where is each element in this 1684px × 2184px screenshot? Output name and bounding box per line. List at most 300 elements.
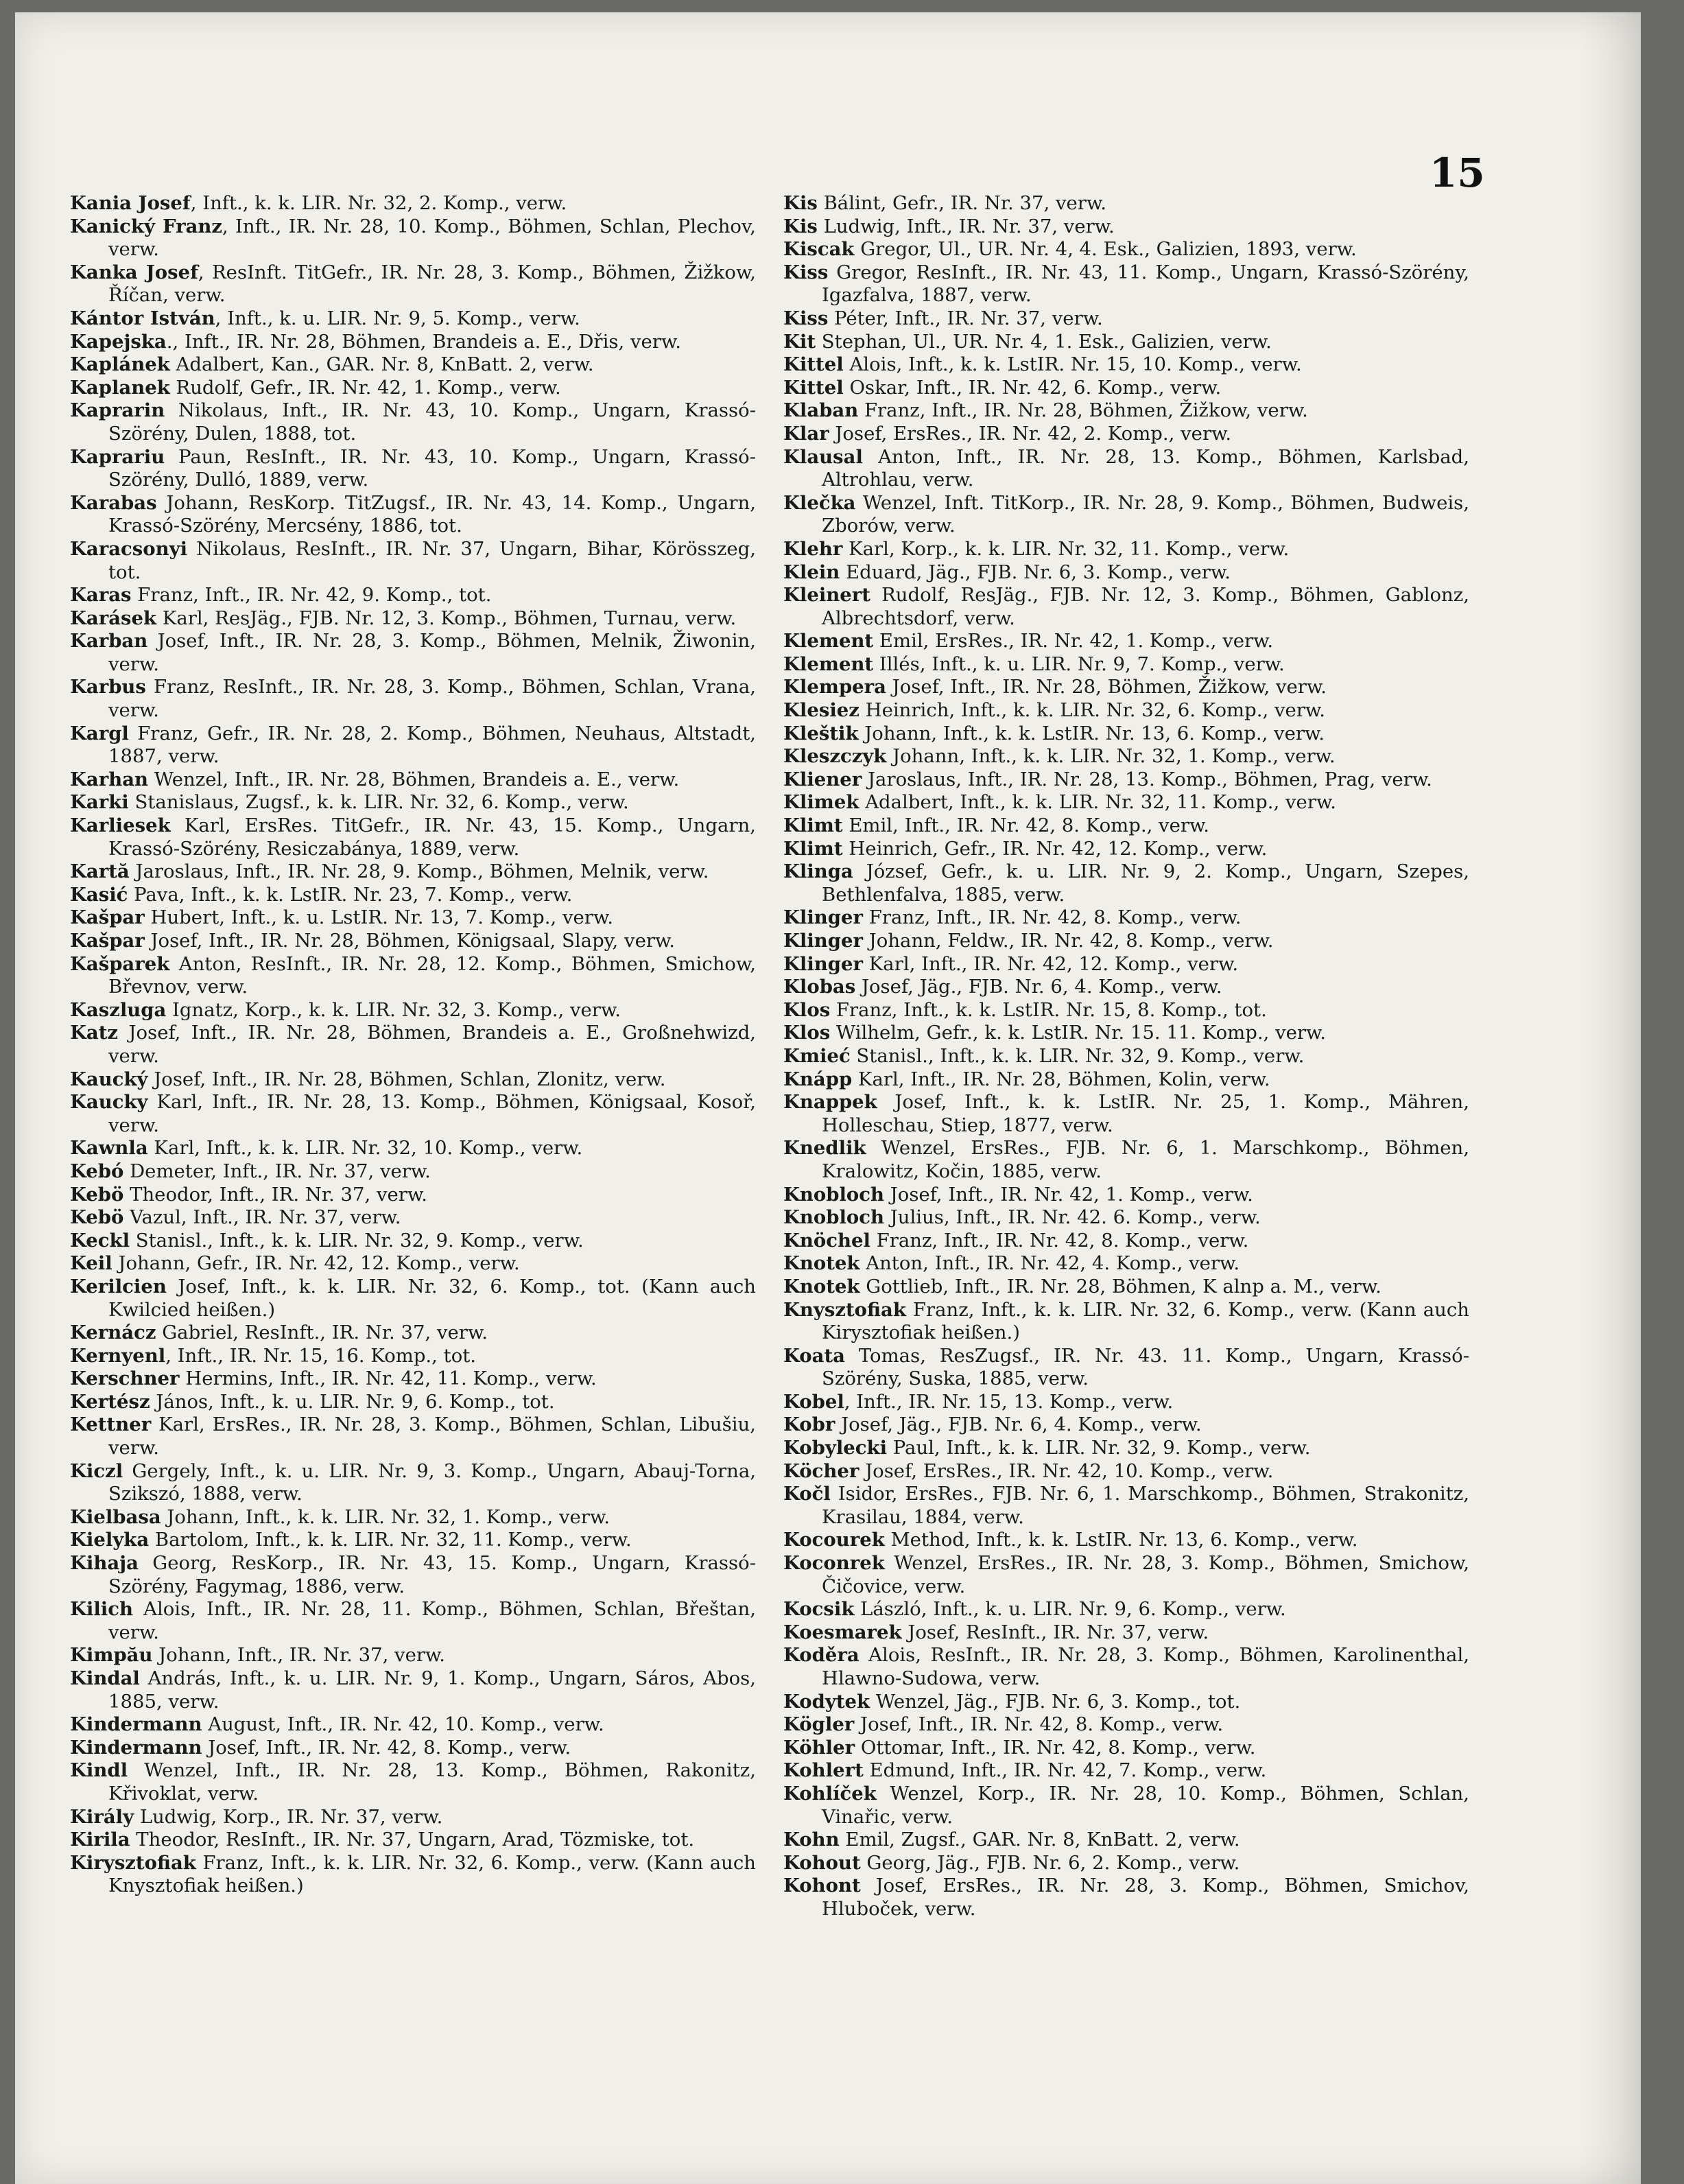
entry-details: Wenzel, Korp., IR. Nr. 28, 10. Komp., Böhmen, Schlan, Vinařic, verw. (822, 1782, 1469, 1828)
book-page (15, 12, 1641, 2184)
entry-surname: Kohout (783, 1851, 861, 1874)
entry-surname: Kaszluga (70, 998, 167, 1021)
entry-details: Bartolom, Inft., k. k. LIR. Nr. 32, 11. Komp., verw. (149, 1529, 632, 1551)
entry-surname: Kašparek (70, 952, 170, 975)
entry-details: Nikolaus, ResInft., IR. Nr. 37, Ungarn, Bihar, Körösszeg, tot. (108, 537, 756, 583)
casualty-entry (70, 676, 756, 722)
entry-details: József, Gefr., k. u. LIR. Nr. 9, 2. Komp., Ungarn, Szepes, Bethlenfalva, 1885, verw. (822, 860, 1469, 906)
page-number: 15 (1430, 150, 1485, 196)
entry-details: Emil, Zugsf., GAR. Nr. 8, KnBatt. 2, verw. (839, 1829, 1240, 1851)
entry-details: Paul, Inft., k. k. LIR. Nr. 32, 9. Komp., verw. (887, 1437, 1311, 1459)
entry-surname: Kohlert (783, 1759, 864, 1782)
casualty-entry (70, 1413, 756, 1459)
entry-details: Anton, ResInft., IR. Nr. 28, 12. Komp., Böhmen, Smichow, Břevnov, verw. (108, 952, 756, 998)
casualty-entry (783, 1621, 1469, 1645)
casualty-entry (70, 884, 756, 907)
casualty-entry (70, 353, 756, 377)
entry-surname: Klos (783, 998, 831, 1021)
casualty-entry (783, 745, 1469, 768)
casualty-entry (70, 492, 756, 538)
entry-surname: Kiss (783, 307, 829, 329)
casualty-entry (70, 307, 756, 331)
entry-surname: Kočl (783, 1483, 831, 1505)
entry-surname: Kebö (70, 1183, 124, 1206)
casualty-entry (783, 676, 1469, 699)
entry-surname: Kebö (70, 1206, 124, 1229)
casualty-entry (70, 377, 756, 400)
casualty-entry (783, 1206, 1469, 1230)
entry-details: Karl, Inft., k. k. LIR. Nr. 32, 10. Komp., verw. (147, 1137, 583, 1160)
entry-details: Gottlieb, Inft., IR. Nr. 28, Böhmen, K alnp a. M., verw. (859, 1275, 1381, 1298)
entry-surname: Koata (783, 1344, 845, 1367)
entry-surname: Klein (783, 561, 840, 583)
entry-details: Illés, Inft., k. u. LIR. Nr. 9, 7. Komp., verw. (873, 653, 1285, 675)
casualty-entry (783, 1483, 1469, 1529)
entry-surname: Kohlíček (783, 1782, 877, 1805)
casualty-entry (70, 1529, 756, 1552)
entry-details: Wenzel, ErsRes., IR. Nr. 28, 3. Komp., Böhmen, Smichow, Čičovice, verw. (822, 1552, 1469, 1597)
entry-surname: Klaban (783, 399, 859, 422)
entry-details: Wenzel, ErsRes., FJB. Nr. 6, 1. Marschkomp., Böhmen, Kralowitz, Kočin, 1885, verw. (822, 1137, 1469, 1182)
casualty-entry (783, 1875, 1469, 1921)
entry-details: Ottomar, Inft., IR. Nr. 42, 8. Komp., verw. (855, 1736, 1256, 1759)
entry-details: Franz, Inft., IR. Nr. 42, 9. Komp., tot. (131, 584, 492, 607)
casualty-entry (70, 1230, 756, 1253)
entry-details: Pava, Inft., k. k. LstIR. Nr. 23, 7. Komp., verw. (128, 883, 573, 906)
casualty-entry (70, 1068, 756, 1092)
entry-details: Theodor, ResInft., IR. Nr. 37, Ungarn, Arad, Tözmiske, tot. (130, 1829, 695, 1851)
entry-surname: Klesiez (783, 699, 859, 722)
entry-surname: Knysztofiak (783, 1298, 906, 1321)
entry-details: Hermins, Inft., IR. Nr. 42, 11. Komp., verw. (179, 1367, 597, 1390)
entry-details: Franz, Inft., k. k. LstIR. Nr. 15, 8. Komp., tot. (830, 998, 1267, 1021)
entry-surname: Knöchel (783, 1229, 870, 1252)
entry-details: Johann, Feldw., IR. Nr. 42, 8. Komp., verw. (863, 930, 1274, 952)
entry-surname: Kocsik (783, 1598, 855, 1621)
entry-surname: Kielyka (70, 1529, 150, 1551)
casualty-entry (783, 1852, 1469, 1875)
entry-surname: Klausal (783, 445, 863, 468)
casualty-entry (783, 307, 1469, 331)
casualty-entry (783, 377, 1469, 400)
entry-surname: Kernyenl (70, 1344, 166, 1367)
entry-details: Karl, ErsRes. TitGefr., IR. Nr. 43, 15. Komp., Ungarn, Krassó-Szörény, Resiczabánya, 1889, verw. (108, 814, 756, 860)
entry-surname: Koesmarek (783, 1621, 902, 1643)
entry-details: Gregor, Ul., UR. Nr. 4, 4. Esk., Galizien, 1893, verw. (854, 238, 1357, 261)
entry-surname: Kleštik (783, 722, 859, 744)
entry-details: Alois, ResInft., IR. Nr. 28, 3. Komp., Böhmen, Karolinenthal, Hlawno-Sudowa, verw. (822, 1644, 1469, 1689)
entry-details: Josef, Inft., IR. Nr. 28, Böhmen, Žižkow, verw. (886, 676, 1327, 698)
entry-details: Edmund, Inft., IR. Nr. 42, 7. Komp., verw. (863, 1759, 1267, 1782)
casualty-entry (70, 768, 756, 792)
entry-details: Johann, Inft., k. k. LIR. Nr. 32, 1. Komp., verw. (161, 1505, 610, 1528)
entry-details: Josef, ErsRes., IR. Nr. 42, 2. Komp., verw. (829, 422, 1232, 445)
entry-surname: Kaprarin (70, 399, 165, 422)
casualty-entry (783, 261, 1469, 307)
casualty-entry (783, 768, 1469, 792)
casualty-entry (70, 906, 756, 930)
entry-surname: Klinga (783, 860, 853, 883)
entry-surname: Klehr (783, 537, 843, 560)
entry-surname: Kit (783, 330, 816, 353)
entry-surname: Klimek (783, 791, 859, 814)
casualty-entry (70, 446, 756, 492)
casualty-entry (783, 215, 1469, 239)
entry-surname: Kleszczyk (783, 745, 887, 768)
entry-details: Josef, ErsRes., IR. Nr. 28, 3. Komp., Böhmen, Smichov, Hluboček, verw. (822, 1875, 1469, 1920)
entry-details: Anton, Inft., IR. Nr. 28, 13. Komp., Böhmen, Karlsbad, Altrohlau, verw. (822, 445, 1469, 491)
entry-details: Wenzel, Inft. TitKorp., IR. Nr. 28, 9. Komp., Böhmen, Budweis, Zborów, verw. (822, 491, 1469, 537)
entry-surname: Knotek (783, 1252, 860, 1275)
entry-details: Rudolf, ResJäg., FJB. Nr. 12, 3. Komp., Böhmen, Gablonz, Albrechtsdorf, verw. (822, 584, 1469, 629)
entry-surname: Kaucký (70, 1068, 148, 1090)
entry-surname: Karki (70, 791, 129, 814)
entry-details: Johann, Inft., k. k. LIR. Nr. 32, 1. Komp., verw. (886, 745, 1336, 768)
entry-surname: Köhler (783, 1736, 855, 1759)
entry-surname: Köcher (783, 1459, 859, 1482)
casualty-entry (70, 1806, 756, 1829)
entry-details: Josef, ErsRes., IR. Nr. 42, 10. Komp., verw. (859, 1459, 1274, 1482)
entry-details: , ResInft. TitGefr., IR. Nr. 28, 3. Komp., Böhmen, Žižkow, Říčan, verw. (108, 261, 756, 307)
casualty-entry (783, 1783, 1469, 1829)
entry-surname: Kis (783, 215, 818, 237)
casualty-entry (783, 930, 1469, 953)
entry-surname: Karhan (70, 768, 149, 790)
casualty-entry (783, 1230, 1469, 1253)
entry-details: Karl, Korp., k. k. LIR. Nr. 32, 11. Komp., verw. (842, 537, 1290, 560)
entry-surname: Keckl (70, 1229, 130, 1252)
casualty-entry (70, 1091, 756, 1137)
casualty-entry (783, 1413, 1469, 1437)
casualty-entry (70, 1252, 756, 1276)
entry-surname: Kapejska (70, 330, 167, 353)
entry-details: Jaroslaus, Inft., IR. Nr. 28, 9. Komp., Böhmen, Melnik, verw. (129, 860, 709, 883)
entry-surname: Karacsonyi (70, 537, 188, 560)
casualty-entry (70, 538, 756, 584)
casualty-entry (783, 1598, 1469, 1621)
entry-surname: Kerschner (70, 1367, 180, 1390)
entry-surname: Kobylecki (783, 1437, 888, 1459)
casualty-entry (783, 1644, 1469, 1690)
entry-surname: Kirila (70, 1829, 130, 1851)
entry-details: Josef, Jäg., FJB. Nr. 6, 4. Komp., verw. (835, 1413, 1202, 1436)
entry-details: Julius, Inft., IR. Nr. 42. 6. Komp., verw. (884, 1206, 1261, 1229)
entry-details: Karl, Inft., IR. Nr. 42, 12. Komp., verw. (863, 952, 1239, 975)
entry-surname: Knappek (783, 1091, 877, 1114)
casualty-entry (70, 1598, 756, 1644)
entry-details: Jaroslaus, Inft., IR. Nr. 28, 13. Komp., Böhmen, Prag, verw. (862, 768, 1432, 790)
casualty-entry (70, 999, 756, 1022)
entry-details: , Inft., IR. Nr. 15, 16. Komp., tot. (165, 1344, 477, 1367)
entry-details: Ludwig, Inft., IR. Nr. 37, verw. (817, 215, 1115, 237)
entry-details: Emil, ErsRes., IR. Nr. 42, 1. Komp., verw. (873, 630, 1274, 653)
casualty-entry (783, 1713, 1469, 1737)
entry-details: Isidor, ErsRes., FJB. Nr. 6, 1. Marschkomp., Böhmen, Strakonitz, Krasilau, 1884, verw. (822, 1483, 1469, 1528)
casualty-entry (70, 584, 756, 607)
entry-details: Johann, Inft., IR. Nr. 37, verw. (152, 1644, 446, 1667)
casualty-entry (783, 838, 1469, 861)
casualty-entry (70, 791, 756, 814)
entry-details: Vazul, Inft., IR. Nr. 37, verw. (123, 1206, 401, 1229)
casualty-entry (70, 1829, 756, 1852)
entry-details: August, Inft., IR. Nr. 42, 10. Komp., verw. (202, 1713, 604, 1736)
casualty-entry (70, 1713, 756, 1737)
entry-details: Stanisl., Inft., k. k. LIR. Nr. 32, 9. Komp., verw. (130, 1229, 584, 1252)
casualty-entry (70, 1367, 756, 1391)
entry-surname: Klement (783, 653, 874, 675)
casualty-entry (783, 331, 1469, 354)
entry-details: Josef, Inft., IR. Nr. 42, 8. Komp., verw. (202, 1736, 571, 1759)
entry-surname: Kertész (70, 1390, 150, 1413)
casualty-entry (783, 561, 1469, 585)
casualty-entry (783, 1137, 1469, 1183)
entry-surname: Kernácz (70, 1322, 156, 1344)
entry-surname: Kirysztofiak (70, 1851, 196, 1874)
entry-details: Anton, Inft., IR. Nr. 42, 4. Komp., verw. (859, 1252, 1240, 1275)
entry-details: Bálint, Gefr., IR. Nr. 37, verw. (817, 192, 1106, 214)
entry-surname: Kliener (783, 768, 862, 790)
entry-surname: Knotek (783, 1275, 860, 1298)
entry-details: Rudolf, Gefr., IR. Nr. 42, 1. Komp., verw. (169, 376, 561, 399)
entry-details: Johann, ResKorp. TitZugsf., IR. Nr. 43, 14. Komp., Ungarn, Krassó-Szörény, Mercsény, 1886, tot. (108, 491, 756, 537)
entry-surname: Klempera (783, 676, 886, 698)
casualty-entry (783, 584, 1469, 630)
casualty-entry (70, 814, 756, 860)
entry-details: Eduard, Jäg., FJB. Nr. 6, 3. Komp., verw. (840, 561, 1231, 583)
entry-surname: Karásek (70, 607, 157, 629)
entry-details: Karl, Inft., IR. Nr. 28, Böhmen, Kolin, verw. (852, 1068, 1270, 1090)
entry-surname: Kilich (70, 1598, 133, 1621)
entry-surname: Kartă (70, 860, 130, 883)
casualty-entry (783, 446, 1469, 492)
entry-details: Adalbert, Inft., k. k. LIR. Nr. 32, 11. Komp., verw. (859, 791, 1336, 814)
entry-surname: Kobr (783, 1413, 835, 1436)
entry-surname: Kettner (70, 1413, 152, 1436)
casualty-entry (70, 192, 756, 215)
casualty-entry (70, 1737, 756, 1760)
page-edge-shadow (1579, 12, 1641, 2184)
entry-surname: Kohont (783, 1875, 861, 1897)
casualty-entry (70, 399, 756, 445)
casualty-entry (783, 1829, 1469, 1852)
entry-details: Georg, Jäg., FJB. Nr. 6, 2. Komp., verw. (860, 1851, 1240, 1874)
casualty-entry (783, 238, 1469, 261)
entry-details: Hubert, Inft., k. u. LstIR. Nr. 13, 7. Komp., verw. (144, 906, 613, 929)
casualty-entry (783, 953, 1469, 976)
casualty-entry (70, 630, 756, 676)
casualty-entry (70, 1759, 756, 1805)
entry-surname: Kawnla (70, 1137, 148, 1160)
entry-surname: Kiscak (783, 238, 855, 261)
entry-details: Josef, Inft., IR. Nr. 28, 3. Komp., Böhmen, Melnik, Žiwonin, verw. (108, 630, 756, 675)
entry-details: Josef, Inft., IR. Nr. 42, 1. Komp., verw. (884, 1183, 1253, 1206)
entry-details: Wenzel, Inft., IR. Nr. 28, 13. Komp., Böhmen, Rakonitz, Křivoklat, verw. (108, 1759, 756, 1805)
entry-surname: Klinger (783, 930, 864, 952)
entry-details: Tomas, ResZugsf., IR. Nr. 43. 11. Komp., Ungarn, Krassó-Szörény, Suska, 1885, verw. (822, 1344, 1469, 1390)
casualty-entry (783, 399, 1469, 423)
casualty-entry (783, 1759, 1469, 1783)
entry-surname: Koconrek (783, 1552, 885, 1575)
entry-details: Josef, Inft., k. k. LIR. Nr. 32, 6. Komp., tot. (Kann auch Kwilcied heißen.) (108, 1275, 756, 1321)
casualty-entry (70, 1160, 756, 1184)
entry-details: Heinrich, Inft., k. k. LIR. Nr. 32, 6. Komp., verw. (859, 699, 1325, 722)
entry-details: Franz, Gefr., IR. Nr. 28, 2. Komp., Böhmen, Neuhaus, Altstadt, 1887, verw. (108, 722, 756, 768)
entry-surname: Kohn (783, 1829, 840, 1851)
entry-details: , Inft., IR. Nr. 15, 13. Komp., verw. (844, 1390, 1174, 1413)
entry-details: Franz, Inft., IR. Nr. 42, 8. Komp., verw. (870, 1229, 1249, 1252)
entry-details: , Inft., k. k. LIR. Nr. 32, 2. Komp., verw. (190, 192, 567, 214)
entry-surname: Klar (783, 422, 829, 445)
casualty-entry (70, 1206, 756, 1230)
entry-details: László, Inft., k. u. LIR. Nr. 9, 6. Komp., verw. (854, 1598, 1286, 1621)
entry-surname: Kaucky (70, 1091, 148, 1114)
casualty-entry (70, 1506, 756, 1529)
entry-surname: Klobas (783, 976, 856, 998)
entry-details: Ludwig, Korp., IR. Nr. 37, verw. (134, 1805, 443, 1828)
entry-surname: Kindal (70, 1667, 140, 1689)
casualty-entry (783, 538, 1469, 561)
entry-details: Nikolaus, Inft., IR. Nr. 43, 10. Komp., Ungarn, Krassó-Szörény, Dulen, 1888, tot. (108, 399, 756, 445)
entry-surname: Király (70, 1805, 134, 1828)
entry-surname: Kaprariu (70, 445, 165, 468)
casualty-entry (783, 1460, 1469, 1483)
casualty-entry (70, 1022, 756, 1068)
entry-details: Oskar, Inft., IR. Nr. 42, 6. Komp., verw. (843, 376, 1222, 399)
entry-surname: Kocourek (783, 1529, 885, 1551)
casualty-entry (783, 1068, 1469, 1092)
entry-details: Alois, Inft., k. k. LstIR. Nr. 15, 10. Komp., verw. (843, 353, 1302, 376)
casualty-entry (70, 1276, 756, 1322)
entry-details: Franz, Inft., k. k. LIR. Nr. 32, 6. Komp., verw. (Kann auch Knysztofiak heißen.) (108, 1851, 756, 1897)
casualty-entry (783, 791, 1469, 814)
casualty-entry (783, 423, 1469, 446)
entry-surname: Klimt (783, 837, 843, 860)
entry-details: Gregor, ResInft., IR. Nr. 43, 11. Komp., Ungarn, Krassó-Szörény, Igazfalva, 1887, verw. (822, 261, 1469, 307)
entry-details: Paun, ResInft., IR. Nr. 43, 10. Komp., Ungarn, Krassó-Szörény, Dulló, 1889, verw. (108, 445, 756, 491)
entry-surname: Katz (70, 1022, 119, 1044)
entry-details: Josef, Inft., IR. Nr. 28, Böhmen, Brandeis a. E., Großnehwizd, verw. (108, 1022, 756, 1067)
casualty-entry (783, 1091, 1469, 1137)
entry-surname: Knobloch (783, 1206, 884, 1229)
entry-surname: Kis (783, 192, 818, 214)
entry-details: Josef, Inft., IR. Nr. 28, Böhmen, Königsaal, Slapy, verw. (144, 930, 676, 952)
entry-surname: Klos (783, 1022, 831, 1044)
entry-surname: Kiczl (70, 1459, 123, 1482)
entry-surname: Knedlik (783, 1137, 866, 1160)
entry-details: Adalbert, Kan., GAR. Nr. 8, KnBatt. 2, verw. (169, 353, 594, 376)
entry-surname: Kargl (70, 722, 129, 744)
entry-surname: Karliesek (70, 814, 171, 837)
left-column (70, 192, 756, 1898)
entry-details: Wenzel, Jäg., FJB. Nr. 6, 3. Komp., tot. (870, 1690, 1241, 1713)
entry-details: Josef, Inft., IR. Nr. 42, 8. Komp., verw. (854, 1713, 1224, 1736)
casualty-entry (783, 814, 1469, 838)
entry-surname: Kanka Josef (70, 261, 198, 283)
entry-surname: Kindl (70, 1759, 128, 1782)
casualty-entry (70, 1460, 756, 1506)
entry-details: Stanislaus, Zugsf., k. k. LIR. Nr. 32, 6. Komp., verw. (128, 791, 629, 814)
entry-details: András, Inft., k. u. LIR. Nr. 9, 1. Komp., Ungarn, Sáros, Abos, 1885, verw. (108, 1667, 756, 1713)
casualty-entry (783, 1252, 1469, 1276)
entry-surname: Kobel (783, 1390, 844, 1413)
casualty-entry (70, 607, 756, 631)
casualty-entry (783, 906, 1469, 930)
entry-surname: Klečka (783, 491, 856, 514)
entry-details: Josef, ResInft., IR. Nr. 37, verw. (901, 1621, 1209, 1643)
entry-surname: Klement (783, 630, 874, 653)
entry-details: Theodor, Inft., IR. Nr. 37, verw. (123, 1183, 427, 1206)
casualty-entry (70, 1852, 756, 1898)
casualty-entry (70, 723, 756, 768)
casualty-entry (70, 1345, 756, 1368)
entry-details: Franz, ResInft., IR. Nr. 28, 3. Komp., Böhmen, Schlan, Vrana, verw. (108, 676, 756, 722)
entry-surname: Klinger (783, 952, 864, 975)
entry-details: Wenzel, Inft., IR. Nr. 28, Böhmen, Brandeis a. E., verw. (148, 768, 680, 790)
entry-details: Karl, ErsRes., IR. Nr. 28, 3. Komp., Böhmen, Schlan, Libušiu, verw. (108, 1413, 756, 1459)
entry-surname: Knápp (783, 1068, 853, 1090)
casualty-entry (783, 192, 1469, 215)
entry-surname: Kaplánek (70, 353, 170, 376)
entry-surname: Kindermann (70, 1736, 202, 1759)
casualty-entry (783, 353, 1469, 377)
entry-details: Péter, Inft., IR. Nr. 37, verw. (828, 307, 1103, 329)
entry-details: Emil, Inft., IR. Nr. 42, 8. Komp., verw. (842, 814, 1210, 837)
entry-surname: Kasić (70, 883, 128, 906)
casualty-entry (783, 1299, 1469, 1345)
casualty-entry (783, 492, 1469, 538)
entry-surname: Kmieć (783, 1044, 851, 1067)
casualty-entry (783, 860, 1469, 906)
entry-details: , Inft., IR. Nr. 28, 10. Komp., Böhmen, Schlan, Plechov, verw. (108, 215, 756, 261)
entry-details: Georg, ResKorp., IR. Nr. 43, 15. Komp., Ungarn, Krassó-Szörény, Fagymag, 1886, verw. (108, 1552, 756, 1597)
casualty-entry (783, 630, 1469, 653)
entry-details: Karl, Inft., IR. Nr. 28, 13. Komp., Böhmen, Königsaal, Kosoř, verw. (108, 1091, 756, 1136)
casualty-entry (783, 723, 1469, 746)
entry-surname: Kašpar (70, 930, 145, 952)
casualty-entry (783, 1391, 1469, 1414)
casualty-entry (783, 1022, 1469, 1045)
casualty-entry (783, 1345, 1469, 1391)
entry-surname: Kiss (783, 261, 829, 283)
entry-surname: Kielbasa (70, 1505, 161, 1528)
entry-surname: Klimt (783, 814, 843, 837)
entry-surname: Kögler (783, 1713, 855, 1736)
entry-surname: Kihaja (70, 1552, 139, 1575)
casualty-entry (70, 261, 756, 307)
entry-surname: Kittel (783, 376, 844, 399)
entry-surname: Kindermann (70, 1713, 202, 1736)
entry-details: ., Inft., IR. Nr. 28, Böhmen, Brandeis a. E., Dřis, verw. (166, 330, 681, 353)
entry-surname: Kebó (70, 1160, 124, 1182)
entry-surname: Karas (70, 584, 132, 607)
entry-surname: Kimpău (70, 1644, 153, 1667)
entry-details: Johann, Inft., k. k. LstIR. Nr. 13, 6. Komp., verw. (858, 722, 1325, 744)
right-column (783, 192, 1469, 1921)
casualty-entry (70, 1667, 756, 1713)
casualty-entry (70, 1137, 756, 1160)
casualty-entry (70, 930, 756, 953)
entry-surname: Karabas (70, 491, 157, 514)
casualty-entry (70, 1552, 756, 1598)
entry-details: Stanisl., Inft., k. k. LIR. Nr. 32, 9. Komp., verw. (850, 1044, 1305, 1067)
casualty-entry (783, 999, 1469, 1022)
entry-surname: Kleinert (783, 584, 870, 607)
entry-surname: Karban (70, 630, 148, 653)
entry-surname: Klinger (783, 906, 864, 929)
entry-details: Heinrich, Gefr., IR. Nr. 42, 12. Komp., verw. (842, 837, 1268, 860)
entry-surname: Kania Josef (70, 192, 191, 214)
entry-surname: Kaplanek (70, 376, 170, 399)
